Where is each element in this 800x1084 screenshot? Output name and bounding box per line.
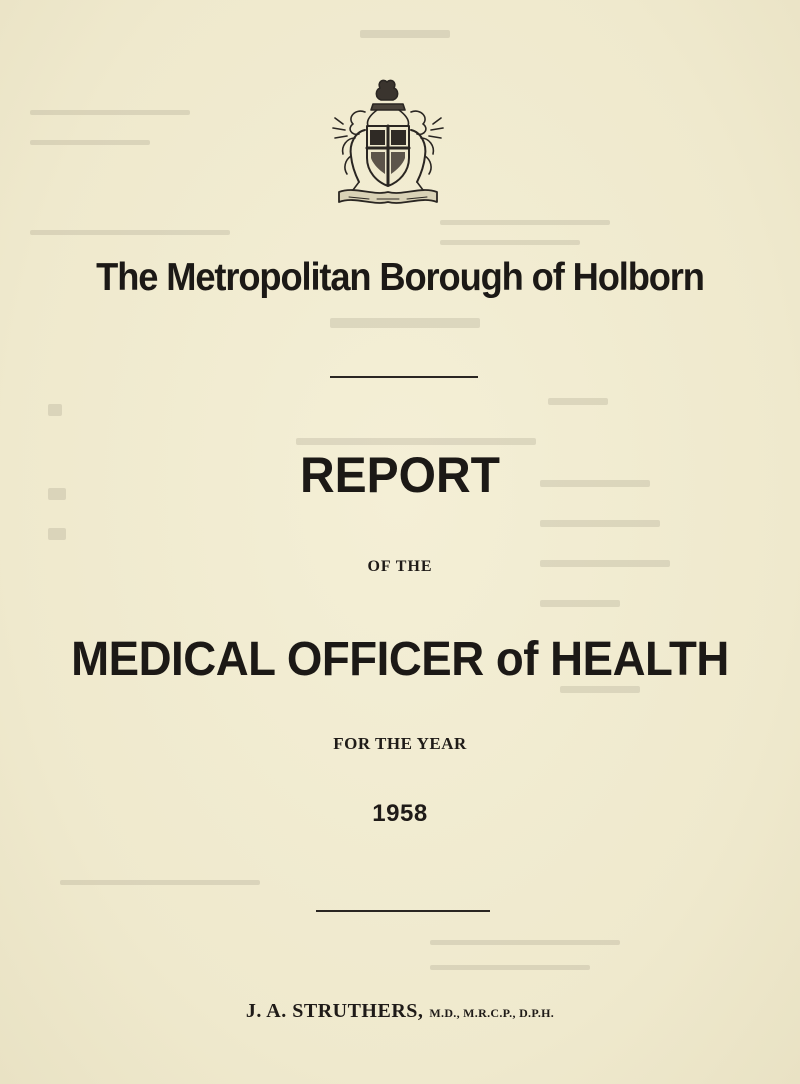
coat-of-arms-icon	[325, 78, 451, 212]
divider-rule-bottom	[316, 910, 490, 912]
borough-title: The Metropolitan Borough of Holborn	[96, 256, 704, 299]
divider-rule-top	[330, 376, 478, 378]
for-the-year-text: FOR THE YEAR	[333, 734, 467, 753]
author-line	[0, 1000, 800, 1023]
author-name: J. A. STRUTHERS,	[245, 1000, 424, 1022]
author-qualifications: M.D., M.R.C.P., D.P.H.	[429, 1006, 555, 1020]
of-the-text: OF THE	[367, 558, 433, 575]
report-heading: REPORT	[299, 447, 501, 503]
report-year: 1958	[372, 800, 428, 827]
medical-officer-heading: MEDICAL OFFICER of HEALTH	[71, 633, 729, 686]
